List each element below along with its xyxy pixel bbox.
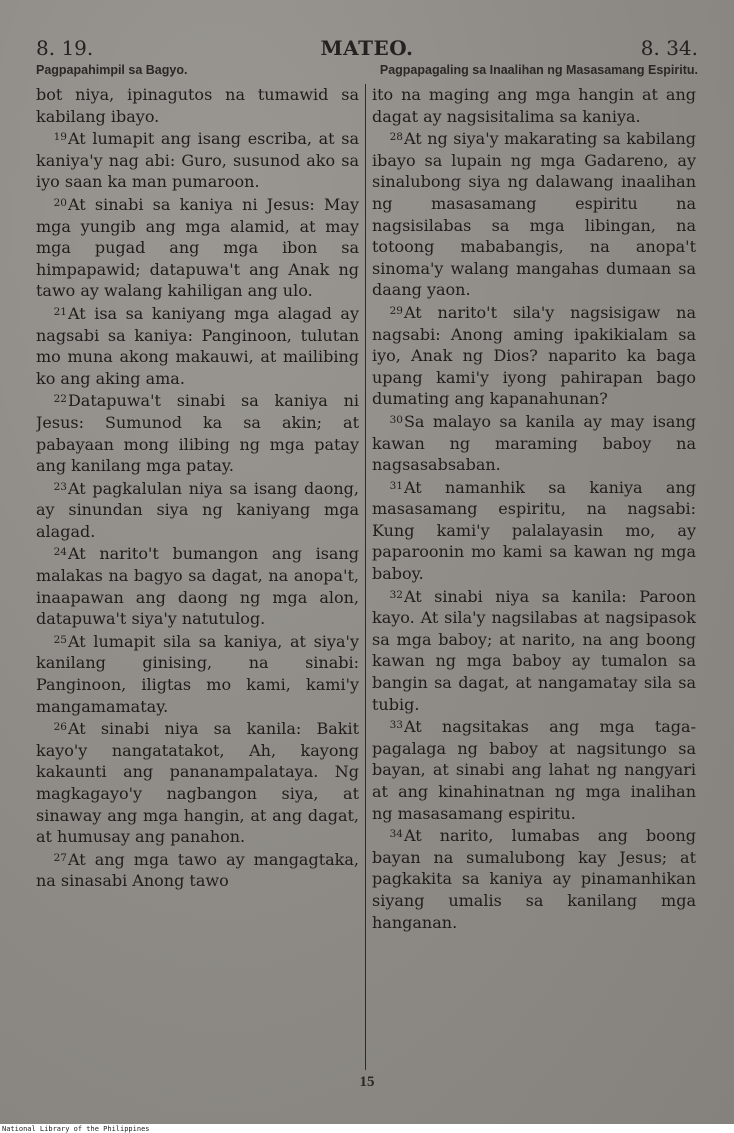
- verse-text: At ang mga tawo ay mangagtaka, na sinasabi Anong tawo: [36, 849, 359, 891]
- verse-number: 21: [53, 305, 67, 318]
- verse-text: Datapuwa't sinabi sa kaniya ni Jesus: Sumunod ka sa akin; at pabayaan mong ilibing ng mga patay ang kanilang mga patay.: [36, 391, 359, 476]
- chapter-verse-right: 8. 34.: [640, 36, 698, 60]
- verse-text: At sinabi sa kaniya ni Jesus: May mga yungib ang mga alamid, at may mga pugad ang mga ibon sa himpapawid; datapuwa't ang Anak ng tawo ay walang kahiligan ang ulo.: [36, 194, 359, 301]
- verse-text: At narito, lumabas ang boong bayan na sumalubong kay Jesus; at pagkakita sa kaniya ay pinamanhikan siyang umalis sa kanilang mga hanganan.: [372, 826, 696, 932]
- verse-number: 22: [53, 393, 67, 406]
- verse-number: 23: [53, 480, 67, 493]
- continuation-text: bot niya, ipinagutos na tumawid sa kabilang ibayo.: [36, 85, 359, 126]
- verse-number: 32: [389, 588, 403, 601]
- column-divider: [365, 84, 366, 1070]
- library-watermark: National Library of the Philippines: [2, 1125, 150, 1133]
- verse: [36, 630, 359, 717]
- verse-text: At namanhik sa kaniya ang masasamang espiritu, na nagsabi: Kung kami'y palalayasin mo, ay paparoonin mo kami sa kawan ng mga baboy.: [372, 477, 696, 584]
- verse: [36, 193, 359, 302]
- verse: [36, 717, 359, 848]
- verse-number: 27: [53, 851, 67, 864]
- left-column: [36, 84, 359, 1068]
- verse: [372, 715, 696, 824]
- verse-text: At narito't bumangon ang isang malakas na bagyo sa dagat, na anopa't, inaapawan ang daong ng mga alon, datapuwa't siya'y natutulog.: [36, 544, 359, 629]
- verse-text: At sinabi niya sa kanila: Bakit kayo'y nangatatakot, Ah, kayong kakaunti ang pananampalataya. Ng magkagayo'y nagbangon siya, at sinaway ang mga hangin, at ang dagat, at humusay ang panahon.: [36, 719, 359, 847]
- verse-number: 34: [389, 828, 403, 841]
- verse-text: At sinabi niya sa kanila: Paroon kayo. At sila'y nagsilabas at nagsipasok sa mga baboy; at narito, na ang boong kawan ng mga baboy ay tumalon sa bangin sa dagat, at nangamatay sila sa tubig.: [372, 586, 696, 714]
- verse: [36, 389, 359, 476]
- verse: [372, 585, 696, 716]
- verse: [372, 410, 696, 476]
- verse-text: At lumapit sila sa kaniya, at siya'y kanilang ginising, na sinabi: Panginoon, iligtas mo kami, kami'y mangamamatay.: [36, 631, 359, 716]
- verse: [372, 824, 696, 933]
- verse: [372, 127, 696, 301]
- verse-number: 26: [53, 721, 67, 734]
- verse-number: 25: [53, 633, 67, 646]
- verse-number: 20: [53, 196, 67, 209]
- verse-number: 29: [389, 304, 403, 317]
- verse-number: 33: [389, 719, 403, 732]
- section-heading-right: Pagpapagaling sa Inaalihan ng Masasamang Espiritu.: [379, 63, 698, 77]
- verse-number: 28: [389, 131, 403, 144]
- verse: [36, 542, 359, 629]
- verse: [372, 301, 696, 410]
- verse: [36, 302, 359, 389]
- verse: [372, 476, 696, 585]
- verse-number: 30: [389, 413, 403, 426]
- verse: [36, 127, 359, 193]
- verse-number: 31: [389, 479, 403, 492]
- verse: [36, 848, 359, 892]
- verse-number: 24: [53, 546, 67, 559]
- verse-text: At nagsitakas ang mga tagapagalaga ng baboy at nagsitungo sa bayan, at sinabi ang lahat ng nangyari at ang kinahinatnan ng mga inalihan ng masasamang espiritu.: [372, 717, 696, 823]
- verse-text: At ng siya'y makarating sa kabilang ibayo sa lupain ng mga Gadareno, ay sinalubong siya ng dalawang inaalihan ng masasamang espiritu na nagsisilabas sa mga libingan, na totoong mababangis, na anopa't sinoma'y walang mangahas dumaan sa daang yaon.: [372, 129, 696, 300]
- verse-text: At lumapit ang isang escriba, at sa kaniya'y nag abi: Guro, susunod ako sa iyo saan ka man pumaroon.: [36, 129, 359, 192]
- verse: [36, 477, 359, 543]
- chapter-verse-left: 8. 19.: [36, 36, 94, 60]
- verse-text: Sa malayo sa kanila ay may isang kawan ng maraming baboy na nagsasabsaban.: [372, 411, 696, 475]
- verse-text: At narito't sila'y nagsisigaw na nagsabi: Anong aming ipakikialam sa iyo, Anak ng Dios? naparito ka baga upang kami'y iyong pahirapan bago dumating ang kapanahunan?: [372, 302, 696, 409]
- book-title: MATEO.: [320, 36, 414, 60]
- verse-text: At isa sa kaniyang mga alagad ay nagsabi sa kaniya: Panginoon, tulutan mo muna akong makauwi, at mailibing ko ang aking ama.: [36, 303, 359, 388]
- right-column: [372, 84, 696, 1068]
- continuation-text: ito na maging ang mga hangin at ang dagat ay nagsisitalima sa kaniya.: [372, 85, 696, 126]
- section-heading-left: Pagpapahimpil sa Bagyo.: [36, 63, 188, 77]
- page-number: 15: [359, 1074, 375, 1090]
- verse-number: 19: [53, 131, 67, 144]
- verse-text: At pagkalulan niya sa isang daong, ay sinundan siya ng kaniyang mga alagad.: [36, 478, 359, 541]
